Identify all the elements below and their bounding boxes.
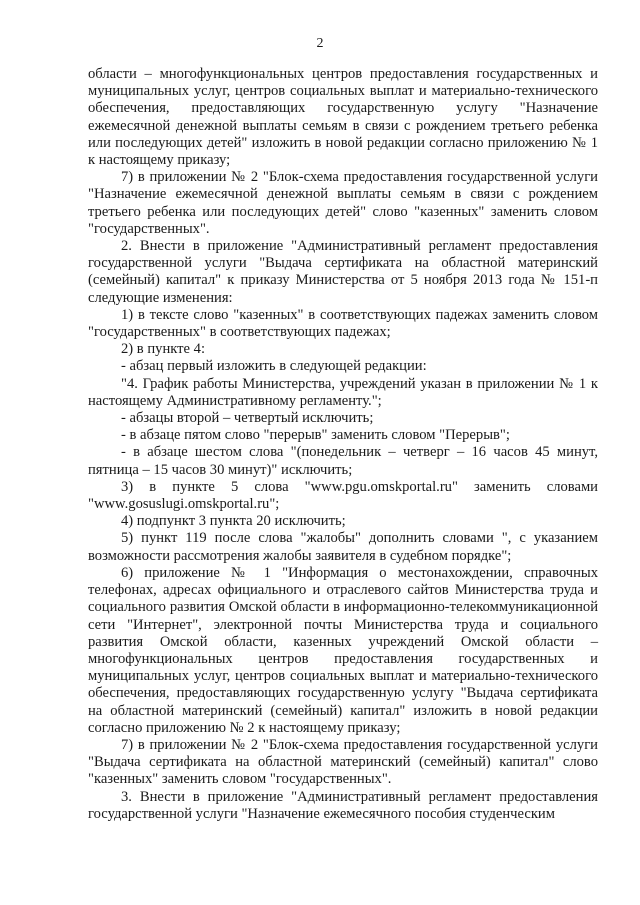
document-body	[88, 66, 598, 823]
paragraph-item-6: 6) приложение № 1 "Информация о местонахождении, справочных телефонах, адресах официального и отраслевого сайтов Министерства труда и социального развития Омской области в информационно-телекоммуникационной сети "Интернет", электронной почты Министерства труда и социального развития Омской области, казенных учреждений Омской области – многофункциональных центров предоставления государственных и муниципальных услуг, центров социальных выплат и материально-технического обеспечения, предоставляющих государственную услугу "Выдача сертификата на областной материнский (семейный) капитал" изложить в новой редакции согласно приложению № 2 к настоящему приказу;	[88, 564, 598, 736]
paragraph-item-2: 2) в пункте 4:	[121, 341, 206, 358]
page-number: 2	[316, 36, 324, 51]
paragraph-item-1: 1) в тексте слово "казенных" в соответствующих падежах заменить словом "государственных" в соответствующих падежах;	[88, 306, 598, 341]
paragraph-abzac-6: - в абзаце шестом слова "(понедельник – четверг – 16 часов 45 минут, пятница – 15 часов 30 минут)" исключить;	[88, 444, 598, 478]
paragraph-item-7-blockscheme: 7) в приложении № 2 "Блок-схема предоставления государственной услуги "Назначение ежемесячной денежной выплаты семьям в связи с рождением третьего ребенка или последующих детей" слово "казенных" заменить словом "государственных".	[88, 169, 598, 237]
paragraph-quote-item-4: "4. График работы Министерства, учреждений указан в приложении № 1 к настоящему Административному регламенту.";	[88, 375, 598, 409]
paragraph-abzac-5: - в абзаце пятом слово "перерыв" заменить словом "Перерыв";	[121, 427, 510, 444]
paragraph-item-5: 5) пункт 119 после слова "жалобы" дополнить словами ", с указанием возможности рассмотрения жалобы заявителя в судебном порядке";	[88, 530, 598, 564]
paragraph-section-2-intro: 2. Внести в приложение "Административный регламент предоставления государственной услуги "Выдача сертификата на областной материнский (семейный) капитал" к приказу Министерства от 5 ноября 2013 года № 151-п следующие изменения:	[88, 238, 598, 306]
paragraph-item-4: 4) подпункт 3 пункта 20 исключить;	[121, 513, 346, 530]
paragraph-continued-mfc: области – многофункциональных центров предоставления государственных и муниципальных услуг, центров социальных выплат и материально-технического обеспечения, предоставляющих государственную услугу "Назначение ежемесячной денежной выплаты семьям в связи с рождением третьего ребенка или последующих детей" изложить в новой редакции согласно приложению № 1 к настоящему приказу;	[88, 66, 598, 169]
paragraph-item-3: 3) в пункте 5 слова "www.pgu.omskportal.ru" заменить словами "www.gosuslugi.omskportal.ru";	[88, 478, 598, 513]
paragraph-item-7-certificate: 7) в приложении № 2 "Блок-схема предоставления государственной услуги "Выдача сертификата на областной материнский (семейный) капитал" слово "казенных" заменить словом "государственных".	[88, 736, 598, 788]
paragraph-abzacy-exclude: - абзацы второй – четвертый исключить;	[121, 410, 374, 427]
paragraph-section-3-intro: 3. Внести в приложение "Административный регламент предоставления государственной услуги "Назначение ежемесячного пособия студенческим	[88, 788, 598, 822]
paragraph-first-abzac: - абзац первый изложить в следующей редакции:	[121, 358, 427, 375]
